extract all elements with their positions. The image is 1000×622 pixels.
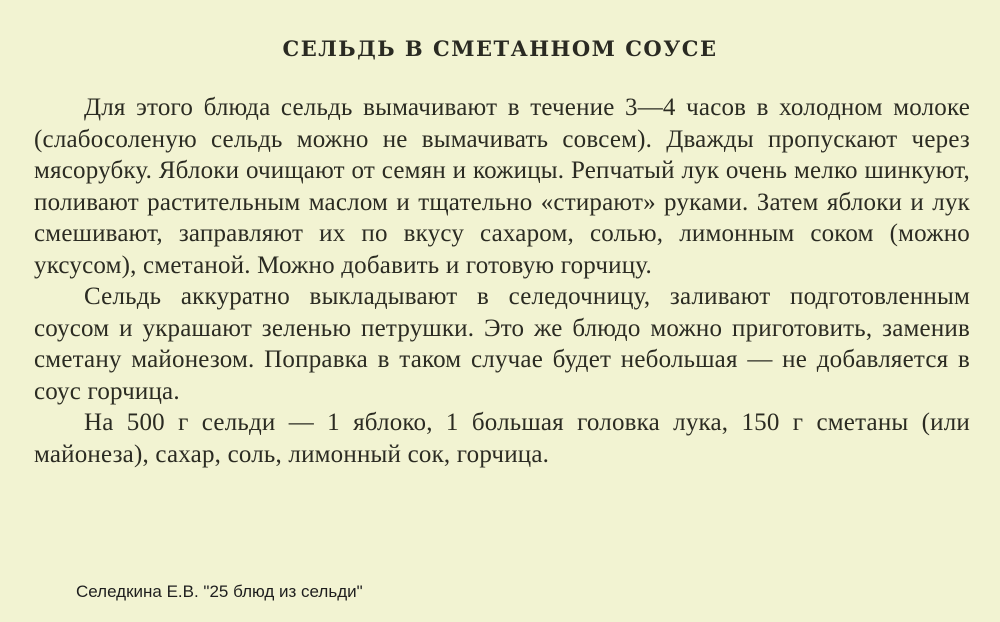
source-caption: Селедкина Е.В. "25 блюд из сельди"	[76, 582, 363, 601]
paragraph-serving: Сельдь аккуратно выкладывают в селедочницу, заливают подготовленным соусом и украшают зеленью петрушки. Это же блюдо можно приготовить, заменив сметану майонезом. Поправка в таком случае будет небольшая — не добавляется в соус горчица.	[34, 283, 970, 405]
recipe-title: СЕЛЬДЬ В СМЕТАННОМ СОУСЕ	[282, 36, 718, 61]
recipe-body	[34, 92, 970, 470]
paragraph-preparation: Для этого блюда сельдь вымачивают в течение 3—4 часов в холодном молоке (слабосоленую сельдь можно не вымачивать совсем). Дважды пропускают через мясорубку. Яблоки очищают от семян и кожицы. Репчатый лук очень мелко шинкуют, поливают растительным маслом и тщательно «стирают» руками. Затем яблоки и лук смешивают, заправляют их по вкусу сахаром, солью, лимонным соком (можно уксусом), сметаной. Можно добавить и готовую горчицу.	[34, 94, 970, 279]
paragraph-ingredients: На 500 г сельди — 1 яблоко, 1 большая головка лука, 150 г сметаны (или майонеза), сахар, соль, лимонный сок, горчица.	[34, 409, 970, 468]
